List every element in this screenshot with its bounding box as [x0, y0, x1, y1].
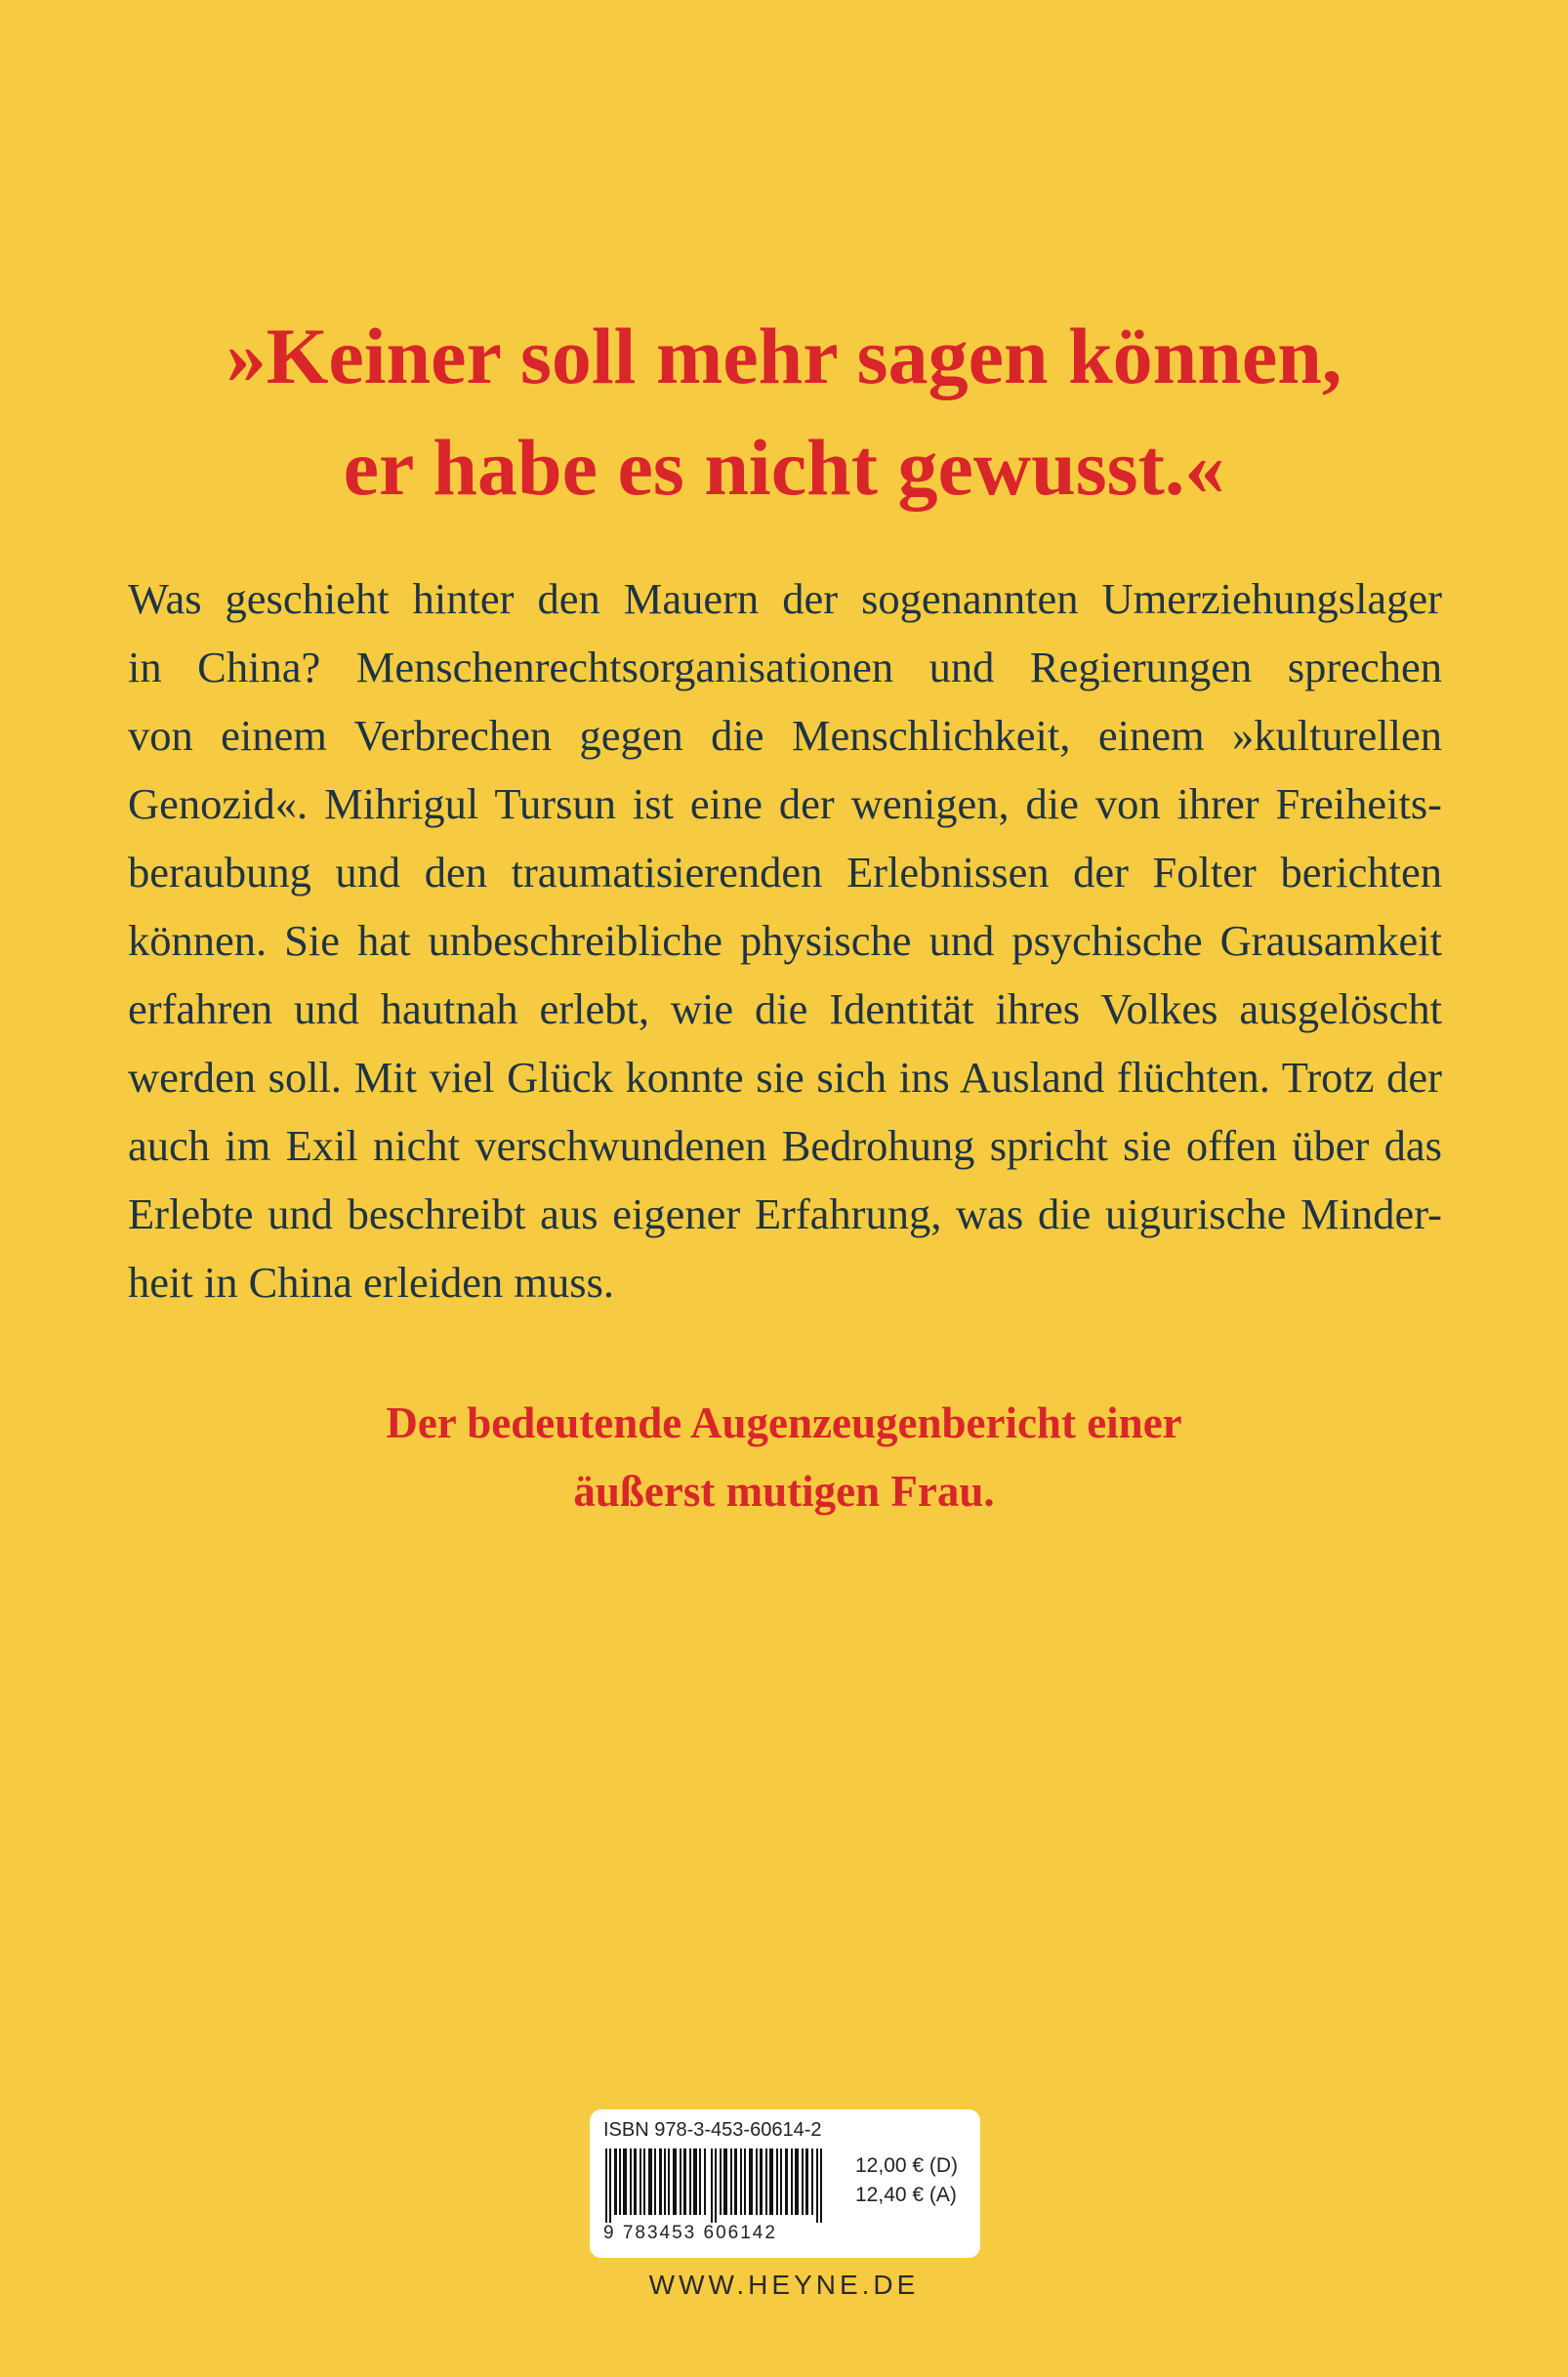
blurb-text — [128, 564, 1442, 1316]
tagline — [78, 1389, 1490, 1525]
blurb-line: erfahren und hautnah erlebt, wie die Identität ihres Volkes ausgelöscht — [128, 984, 1442, 1033]
barcode-icon — [603, 2148, 830, 2223]
headline-line-2: er habe es nicht gewusst.« — [343, 423, 1225, 512]
price-austria: 12,40 € (A) — [855, 2184, 957, 2206]
blurb-line: beraubung und den traumatisierenden Erlebnissen der Folter berichten — [128, 848, 1442, 897]
price-germany: 12,00 € (D) — [855, 2154, 959, 2177]
blurb-line: Erlebte und beschreibt aus eigener Erfahrung, was die uigurische Minder- — [128, 1189, 1442, 1238]
barcode-label — [590, 2109, 980, 2258]
blurb-line: heit in China erleiden muss. — [128, 1258, 615, 1307]
blurb-line: Genozid«. Mihrigul Tursun ist eine der wenigen, die von ihrer Freiheits- — [128, 779, 1442, 828]
isbn-text: ISBN 978-3-453-60614-2 — [603, 2119, 822, 2141]
tagline-line-1: Der bedeutende Augenzeugenbericht einer — [386, 1398, 1182, 1447]
tagline-line-2: äußerst mutigen Frau. — [573, 1467, 995, 1516]
blurb-line: auch im Exil nicht verschwundenen Bedrohung spricht sie offen über das — [128, 1121, 1442, 1170]
barcode-digits: 9 783453 606142 — [603, 2223, 777, 2243]
blurb-line: von einem Verbrechen gegen die Menschlichkeit, einem »kulturellen — [128, 711, 1442, 760]
blurb-line: in China? Menschenrechtsorganisationen und Regierungen sprechen — [128, 643, 1442, 691]
blurb-line: Was geschieht hinter den Mauern der sogenannten Umerziehungslager — [128, 574, 1442, 623]
blurb-line: können. Sie hat unbeschreibliche physische und psychische Grausamkeit — [128, 916, 1442, 965]
publisher-website[interactable]: WWW.HEYNE.DE — [648, 2270, 920, 2300]
headline-quote — [78, 301, 1490, 523]
blurb-line: werden soll. Mit viel Glück konnte sie sich ins Ausland flüchten. Trotz der — [128, 1053, 1442, 1102]
headline-line-1: »Keiner soll mehr sagen können, — [226, 312, 1342, 400]
